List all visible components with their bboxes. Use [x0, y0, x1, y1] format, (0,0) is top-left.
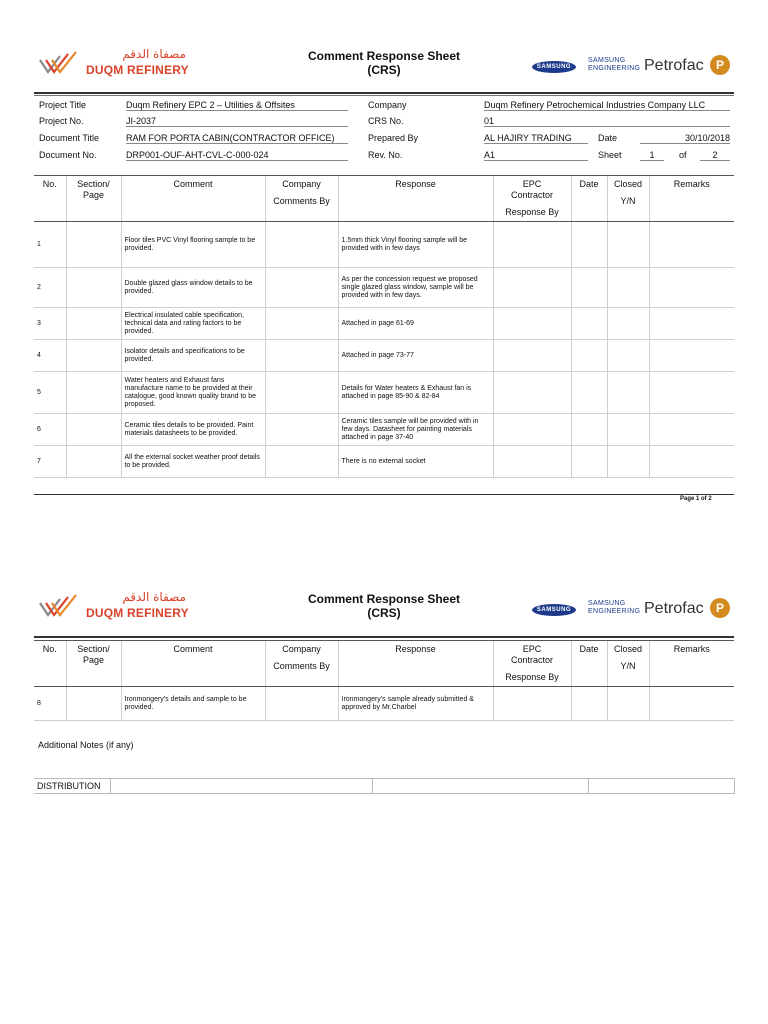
- page-1-bottom-line: [34, 494, 734, 495]
- col-remarks: Remarks: [649, 641, 734, 687]
- table-header-row: [34, 641, 734, 687]
- header-divider: [34, 636, 734, 638]
- row-date: [571, 340, 607, 372]
- petrofac-logo: Petrofac: [644, 57, 704, 74]
- duqm-chevron-icon: [38, 593, 82, 621]
- logo-name: DUQM REFINERY: [86, 63, 189, 77]
- col-company-line-1: Company: [282, 179, 321, 189]
- row-remarks: [649, 414, 734, 446]
- samsung-eng-line-1: SAMSUNG: [588, 600, 626, 607]
- row-section: [66, 268, 121, 308]
- header-divider-thin: [34, 95, 734, 96]
- row-response: 1.5mm thick Vinyl flooring sample will be provided with in few days: [338, 222, 493, 268]
- distribution-label: DISTRIBUTION: [34, 779, 110, 794]
- row-closed: [607, 372, 649, 414]
- row-response: As per the concession request we proposed single glazed glass window, sample will be provided with in few days.: [338, 268, 493, 308]
- col-company-line-2: Comments By: [273, 661, 330, 671]
- row-section: [66, 222, 121, 268]
- col-closed-line-2: Y/N: [620, 661, 636, 671]
- col-no: No.: [34, 176, 66, 222]
- petrofac-logo: Petrofac: [644, 600, 704, 617]
- row-remarks: [649, 222, 734, 268]
- crs-no-label: CRS No.: [368, 116, 404, 126]
- of-label: of: [679, 150, 687, 160]
- date-label: Date: [598, 133, 618, 143]
- header-divider: [34, 92, 734, 94]
- samsung-engineering-logo: [588, 57, 640, 73]
- col-closed-line-1: Closed: [613, 179, 642, 189]
- row-response: There is no external socket: [338, 446, 493, 478]
- col-section: Section/ Page: [66, 176, 121, 222]
- distribution-cell: [588, 779, 734, 794]
- row-closed: [607, 446, 649, 478]
- table-row: [34, 446, 734, 478]
- crs-table-page-1: [34, 175, 734, 478]
- row-comment: Ceramic tiles details to be provided. Paint materials datasheets to be provided.: [121, 414, 265, 446]
- col-response: Response: [338, 641, 493, 687]
- col-closed-line-1: Closed: [613, 644, 642, 654]
- page-2-title: [234, 592, 534, 620]
- crs-no-value: 01: [484, 116, 730, 127]
- row-date: [571, 222, 607, 268]
- duqm-logo-page-2: [38, 590, 198, 624]
- table-row: [34, 414, 734, 446]
- col-closed: [607, 641, 649, 687]
- row-section: [66, 414, 121, 446]
- col-no: No.: [34, 641, 66, 687]
- row-date: [571, 414, 607, 446]
- col-comment: Comment: [121, 641, 265, 687]
- doc-title-value: RAM FOR PORTA CABIN(CONTRACTOR OFFICE): [126, 133, 348, 144]
- row-company: [265, 340, 338, 372]
- row-comment: Floor tiles PVC Vinyl flooring sample to be provided.: [121, 222, 265, 268]
- title-line-2: (CRS): [367, 63, 401, 77]
- project-title-value: Duqm Refinery EPC 2 – Utilities & Offsites: [126, 100, 348, 111]
- date-value: 30/10/2018: [640, 133, 730, 144]
- table-row: [34, 687, 734, 721]
- distribution-cell: [110, 779, 372, 794]
- row-section: [66, 340, 121, 372]
- company-value: Duqm Refinery Petrochemical Industries Company LLC: [484, 100, 730, 111]
- row-company: [265, 687, 338, 721]
- col-closed: [607, 176, 649, 222]
- table-row: [34, 308, 734, 340]
- row-epc: [493, 308, 571, 340]
- row-no: 5: [34, 372, 66, 414]
- row-response: Ironmongery's sample already submitted & approved by Mr.Charbel: [338, 687, 493, 721]
- project-title-label: Project Title: [39, 100, 87, 110]
- samsung-eng-line-2: ENGINEERING: [588, 608, 641, 615]
- row-remarks: [649, 687, 734, 721]
- logo-arabic-name: مصفاة الدقم: [122, 590, 186, 604]
- distribution-table: [34, 778, 735, 794]
- crs-table-page-2: [34, 640, 734, 721]
- col-date: Date: [571, 641, 607, 687]
- row-company: [265, 446, 338, 478]
- title-line-2: (CRS): [367, 606, 401, 620]
- row-date: [571, 372, 607, 414]
- samsung-logo: SAMSUNG: [532, 61, 576, 73]
- row-remarks: [649, 446, 734, 478]
- row-no: 1: [34, 222, 66, 268]
- samsung-engineering-logo: [588, 600, 640, 616]
- project-no-value: JI-2037: [126, 116, 348, 127]
- row-epc: [493, 372, 571, 414]
- duqm-logo: [38, 47, 198, 81]
- samsung-eng-line-1: SAMSUNG: [588, 57, 626, 64]
- row-remarks: [649, 340, 734, 372]
- page-footer: Page 1 of 2: [680, 496, 712, 502]
- col-epc-line-1: EPC: [522, 644, 542, 654]
- row-no: 6: [34, 414, 66, 446]
- row-company: [265, 414, 338, 446]
- col-closed-line-2: Y/N: [620, 196, 636, 206]
- project-no-label: Project No.: [39, 116, 84, 126]
- col-epc-line-1: EPC: [522, 179, 542, 189]
- additional-notes-label: Additional Notes (if any): [38, 740, 134, 750]
- row-closed: [607, 687, 649, 721]
- title-line-1: Comment Response Sheet: [307, 592, 461, 606]
- col-epc-line-3: Response By: [505, 672, 559, 682]
- table-row: [34, 340, 734, 372]
- col-epc-line-2: Contractor: [510, 655, 554, 665]
- row-company: [265, 222, 338, 268]
- col-section: Section/ Page: [66, 641, 121, 687]
- row-closed: [607, 308, 649, 340]
- row-section: [66, 372, 121, 414]
- table-row: [34, 372, 734, 414]
- row-epc: [493, 446, 571, 478]
- col-date: Date: [571, 176, 607, 222]
- row-comment: Electrical insulated cable specification, technical data and rating factors to be provided.: [121, 308, 265, 340]
- table-row: [34, 268, 734, 308]
- rev-no-value: A1: [484, 150, 588, 161]
- row-comment: Double glazed glass window details to be provided.: [121, 268, 265, 308]
- col-company-line-1: Company: [282, 644, 321, 654]
- duqm-chevron-icon: [38, 50, 82, 78]
- col-epc-line-3: Response By: [505, 207, 559, 217]
- row-response: Ceramic tiles sample will be provided with in few days. Datasheet for painting materials attached in page 37-40: [338, 414, 493, 446]
- distribution-cell: [372, 779, 588, 794]
- company-label: Company: [368, 100, 407, 110]
- row-epc: [493, 687, 571, 721]
- doc-no-value: DRP001-OUF-AHT-CVL-C-000-024: [126, 150, 348, 161]
- row-no: 8: [34, 687, 66, 721]
- distribution-row: [34, 779, 734, 794]
- row-comment: Isolator details and specifications to be provided.: [121, 340, 265, 372]
- sheet-total-value: 2: [700, 150, 730, 161]
- col-response: Response: [338, 176, 493, 222]
- row-date: [571, 446, 607, 478]
- row-company: [265, 308, 338, 340]
- petrofac-badge-icon: P: [710, 598, 730, 618]
- row-comment: Water heaters and Exhaust fans manufacture name to be provided at their catalogue, good known quality brand to be proposed.: [121, 372, 265, 414]
- logo-name: DUQM REFINERY: [86, 606, 189, 620]
- col-company: [265, 641, 338, 687]
- row-comment: All the external socket weather proof details to be provided.: [121, 446, 265, 478]
- samsung-logo: SAMSUNG: [532, 604, 576, 616]
- row-remarks: [649, 372, 734, 414]
- col-epc: [493, 641, 571, 687]
- row-closed: [607, 222, 649, 268]
- row-epc: [493, 222, 571, 268]
- col-epc: [493, 176, 571, 222]
- row-date: [571, 687, 607, 721]
- table-row: [34, 222, 734, 268]
- row-closed: [607, 414, 649, 446]
- col-comment: Comment: [121, 176, 265, 222]
- page-title: [234, 49, 534, 77]
- row-no: 7: [34, 446, 66, 478]
- sheet-label: Sheet: [598, 150, 622, 160]
- table-header-row: [34, 176, 734, 222]
- row-date: [571, 268, 607, 308]
- row-remarks: [649, 308, 734, 340]
- col-company-line-2: Comments By: [273, 196, 330, 206]
- row-remarks: [649, 268, 734, 308]
- row-closed: [607, 268, 649, 308]
- rev-no-label: Rev. No.: [368, 150, 403, 160]
- row-closed: [607, 340, 649, 372]
- row-epc: [493, 414, 571, 446]
- row-response: Attached in page 73-77: [338, 340, 493, 372]
- row-epc: [493, 340, 571, 372]
- sheet-value: 1: [640, 150, 664, 161]
- row-section: [66, 308, 121, 340]
- logo-arabic-name: مصفاة الدقم: [122, 47, 186, 61]
- row-response: Attached in page 61-69: [338, 308, 493, 340]
- row-no: 4: [34, 340, 66, 372]
- samsung-eng-line-2: ENGINEERING: [588, 65, 641, 72]
- row-no: 2: [34, 268, 66, 308]
- row-company: [265, 372, 338, 414]
- prepared-by-label: Prepared By: [368, 133, 419, 143]
- prepared-by-value: AL HAJIRY TRADING: [484, 133, 588, 144]
- row-no: 3: [34, 308, 66, 340]
- row-company: [265, 268, 338, 308]
- col-remarks: Remarks: [649, 176, 734, 222]
- title-line-1: Comment Response Sheet: [307, 49, 461, 63]
- row-section: [66, 687, 121, 721]
- row-response: Details for Water heaters & Exhaust fan is attached in page 85-90 & 82-84: [338, 372, 493, 414]
- doc-no-label: Document No.: [39, 150, 97, 160]
- row-date: [571, 308, 607, 340]
- row-comment: Ironmongery's details and sample to be provided.: [121, 687, 265, 721]
- doc-title-label: Document Title: [39, 133, 100, 143]
- col-company: [265, 176, 338, 222]
- row-epc: [493, 268, 571, 308]
- petrofac-badge-icon: P: [710, 55, 730, 75]
- row-section: [66, 446, 121, 478]
- col-epc-line-2: Contractor: [510, 190, 554, 200]
